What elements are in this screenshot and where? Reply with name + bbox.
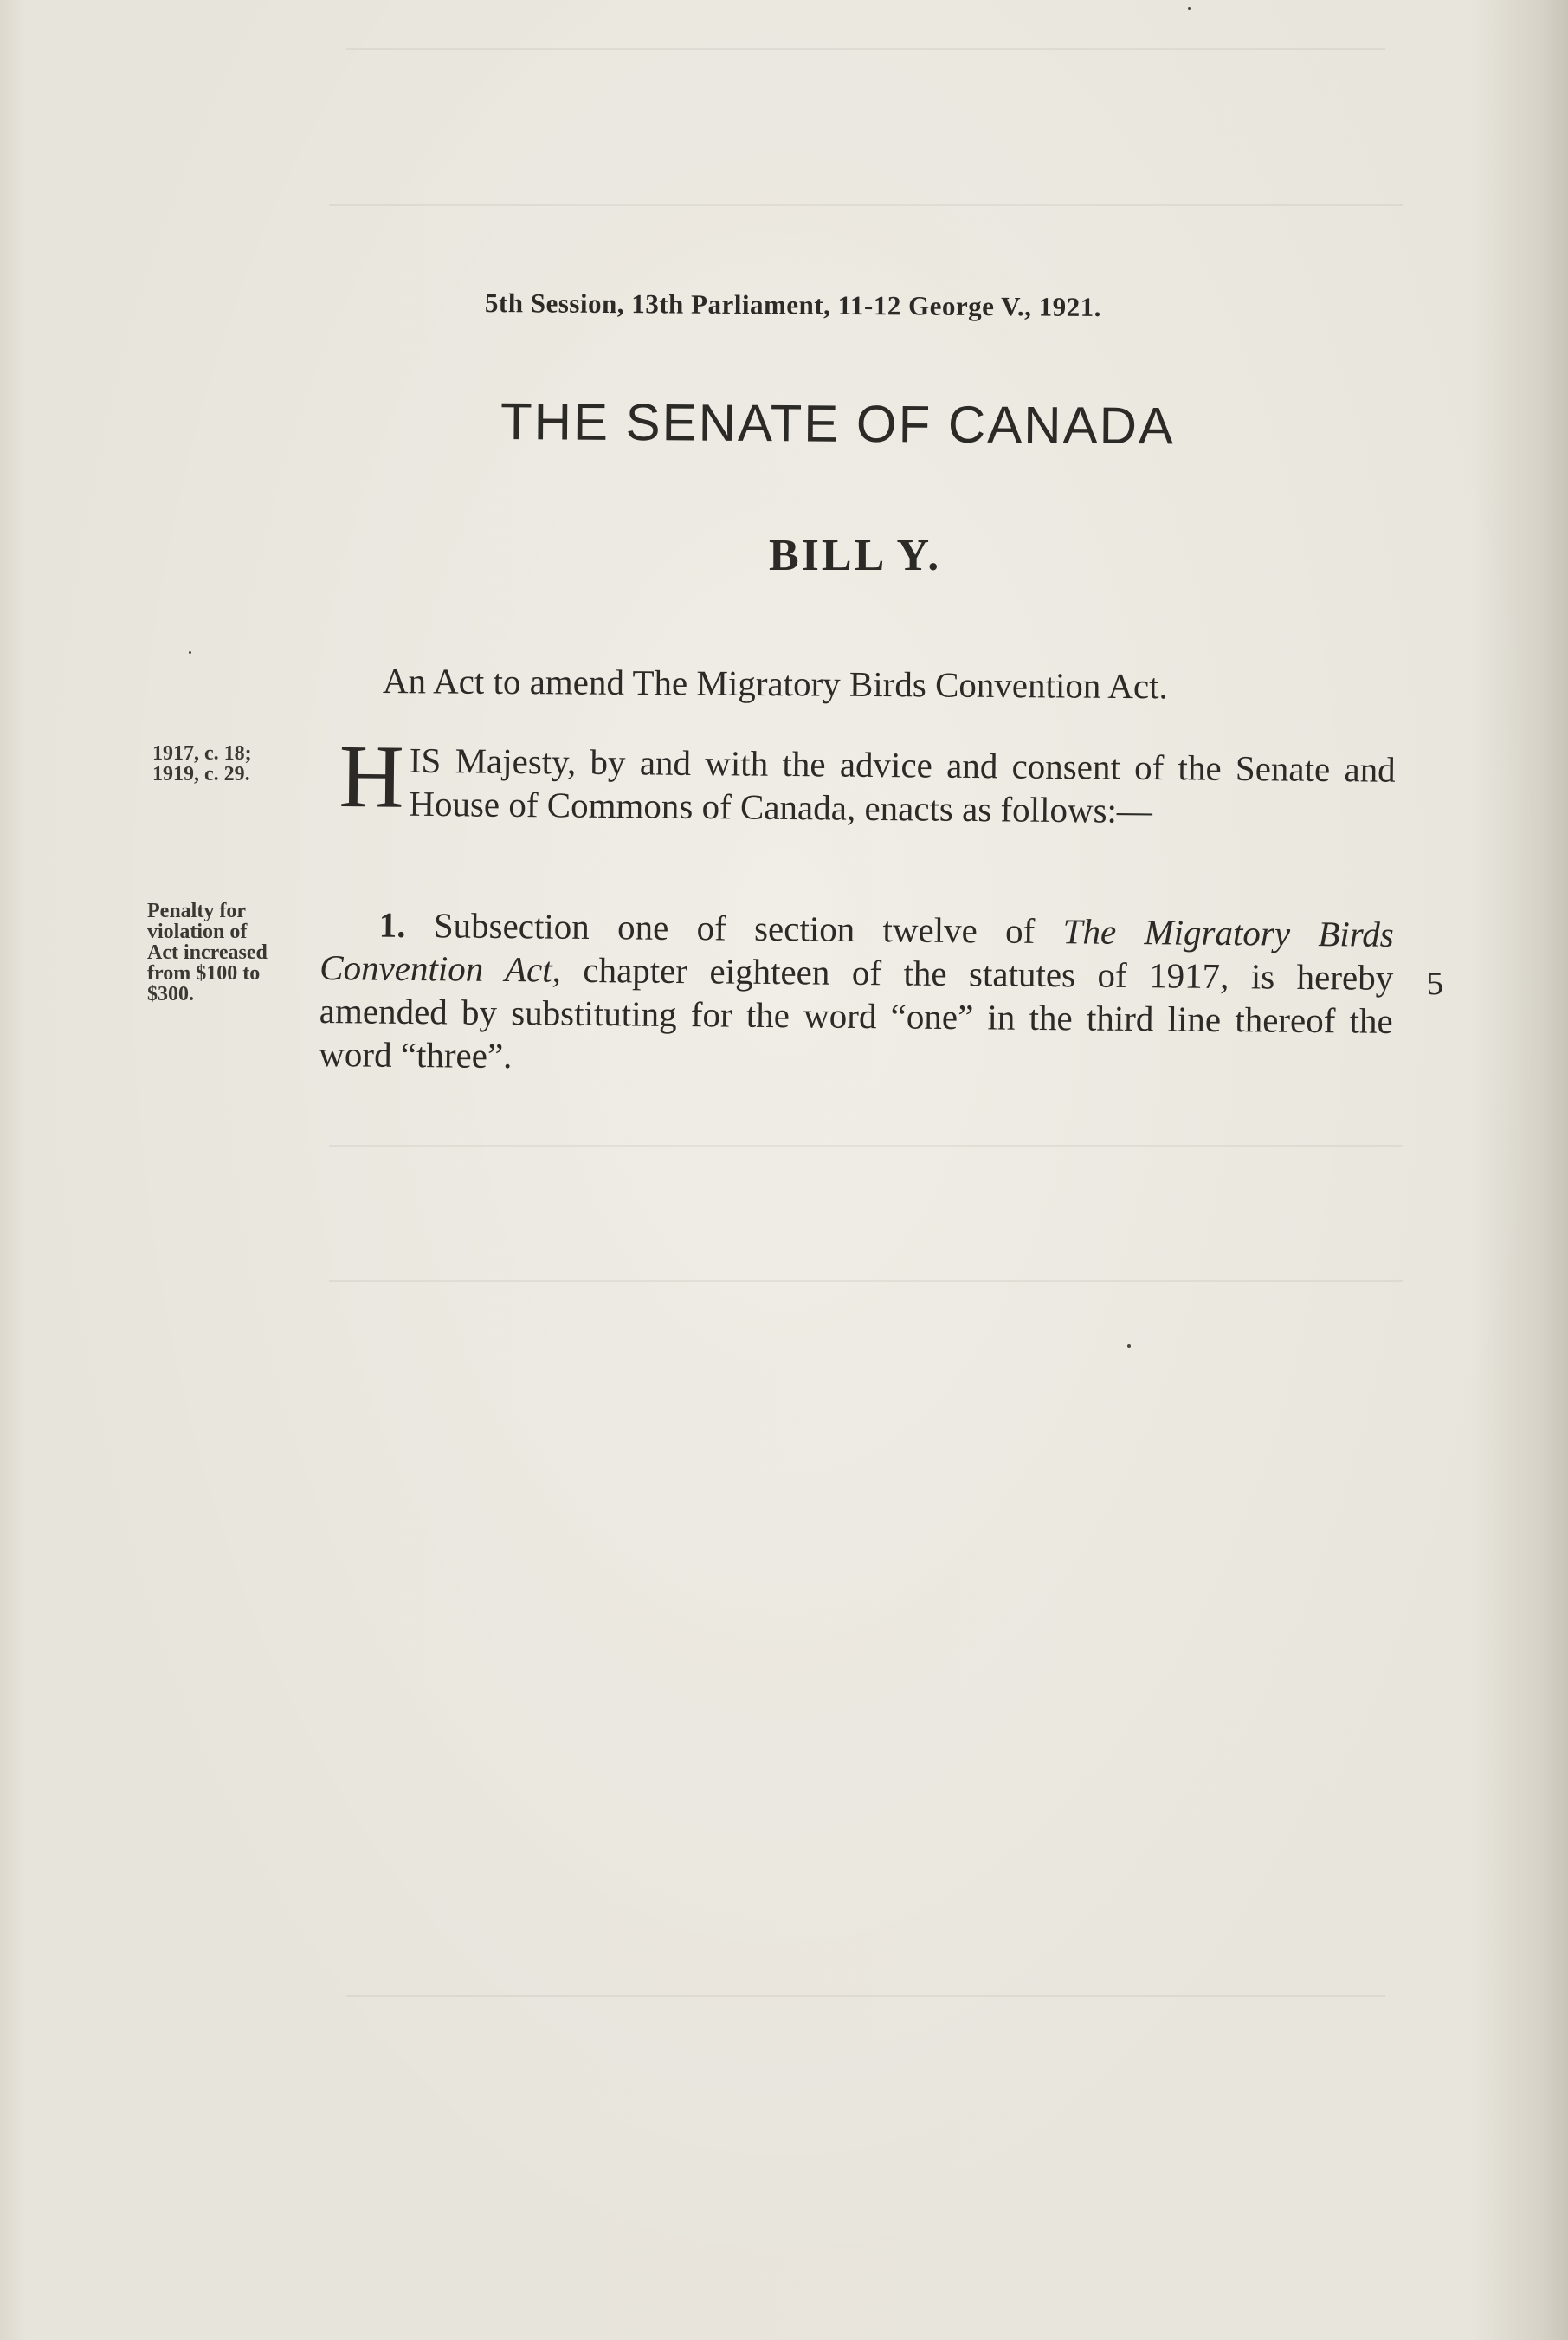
drop-cap: H — [339, 727, 405, 827]
bleed-through-line — [346, 48, 1385, 50]
margin-note-citation: 1917, c. 18; 1919, c. 29. — [152, 742, 252, 785]
bill-title: BILL Y. — [769, 531, 942, 580]
bleed-through-line — [329, 1145, 1403, 1147]
section-1 — [319, 902, 1394, 1086]
enacting-clause-text: IS Majesty, by and with the advice and consent of the Senate and House of Commons of Canada, enacts as follows:— — [409, 740, 1396, 831]
paper-speck — [189, 651, 191, 654]
chamber-heading: THE SENATE OF CANADA — [500, 392, 1176, 456]
act-title: An Act to amend The Migratory Birds Convention Act. — [382, 661, 1168, 707]
bleed-through-line — [329, 1280, 1403, 1282]
bleed-through-line — [346, 1995, 1385, 1997]
section-text-after: chapter eighteen of the statutes of 1917, is hereby amended by substituting for the word “one” in the third line thereof the word “three”. — [319, 949, 1394, 1076]
session-heading: 5th Session, 13th Parliament, 11-12 George V., 1921. — [484, 288, 1102, 322]
bleed-through-line — [329, 204, 1403, 206]
line-number: 5 — [1427, 966, 1443, 1002]
margin-note-penalty: Penalty for violation of Act increased from $100 to $300. — [147, 900, 268, 1005]
enacting-clause — [339, 727, 1396, 835]
section-number: 1. — [378, 904, 406, 945]
paper-speck — [1127, 1344, 1131, 1348]
section-text-before: Subsection one of section twelve of — [405, 904, 1063, 952]
paper-speck — [1188, 7, 1191, 10]
act-name-italic: The Migratory Birds Convention Act, — [319, 911, 1394, 990]
